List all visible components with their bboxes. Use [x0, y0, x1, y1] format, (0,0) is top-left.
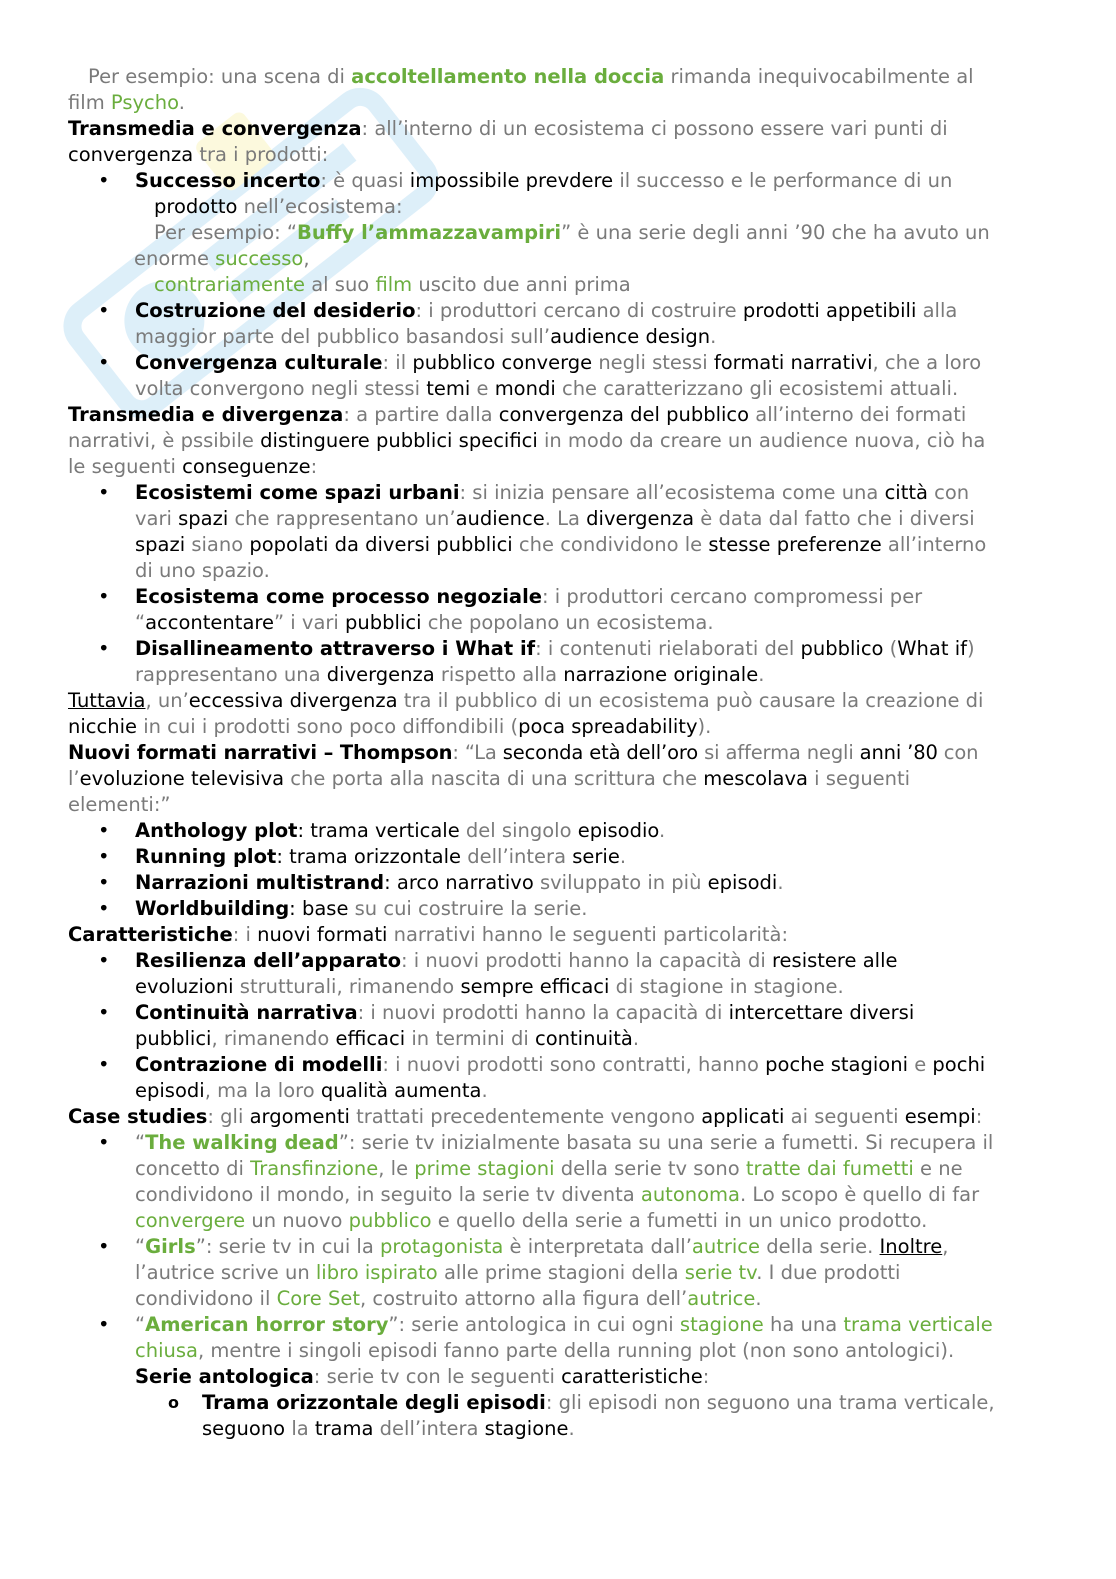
bullet-successo-incerto: • Successo incerto: è quasi impossibile prevdere il successo e le performance di un	[98, 169, 953, 192]
bullet-icon: •	[98, 1235, 110, 1258]
heading-caratteristiche: Caratteristiche: i nuovi formati narrativi hanno le seguenti particolarità:	[68, 923, 789, 946]
bullet-ecosistemi-cont: vari spazi che rappresentano un’audience. La divergenza è data dal fatto che i diversi	[135, 507, 975, 530]
paragraph-tuttavia-cont: nicchie in cui i prodotti sono poco diffondibili (poca spreadability).	[68, 715, 712, 738]
subbullet-trama-orizzontale: o Trama orizzontale degli episodi: gli episodi non seguono una trama verticale,	[168, 1391, 995, 1414]
bullet-convergenza-culturale-cont: volta convergono negli stessi temi e mondi che caratterizzano gli ecosistemi attuali.	[135, 377, 959, 400]
example-buffy-cont2: contrariamente al suo film uscito due anni prima	[154, 273, 631, 296]
bullet-icon: •	[98, 1001, 110, 1024]
bullet-contrazione-cont: episodi, ma la loro qualità aumenta.	[135, 1079, 488, 1102]
heading-transmedia-divergenza-cont: narrativi, è pssibile distinguere pubblici specifici in modo da creare un audience nuova, ciò ha	[68, 429, 986, 452]
bullet-ecosistemi-cont3: di uno spazio.	[135, 559, 270, 582]
bullet-continuita-narrativa: • Continuità narrativa: i nuovi prodotti hanno la capacità di intercettare diversi	[98, 1001, 915, 1024]
bullet-resilienza-apparato: • Resilienza dell’apparato: i nuovi prodotti hanno la capacità di resistere alle	[98, 949, 898, 972]
bullet-continuita-cont: pubblici, rimanendo efficaci in termini di continuità.	[135, 1027, 640, 1050]
heading-transmedia-divergenza-cont2: le seguenti conseguenze:	[68, 455, 318, 478]
bullet-icon: •	[98, 819, 110, 842]
bullet-worldbuilding: • Worldbuilding: base su cui costruire la serie.	[98, 897, 588, 920]
bullet-icon: •	[98, 949, 110, 972]
bullet-icon: •	[98, 897, 110, 920]
heading-nuovi-formati-cont: l’evoluzione televisiva che porta alla nascita di una scrittura che mescolava i seguenti	[68, 767, 911, 790]
bullet-icon: •	[98, 637, 110, 660]
heading-nuovi-formati-cont2: elementi:”	[68, 793, 171, 816]
heading-transmedia-divergenza: Transmedia e divergenza: a partire dalla convergenza del pubblico all’interno dei formati	[68, 403, 967, 426]
bullet-icon: •	[98, 845, 110, 868]
bullet-processo-negoziale-cont: “accontentare” i vari pubblici che popolano un ecosistema.	[135, 611, 714, 634]
paragraph-tuttavia: Tuttavia, un’eccessiva divergenza tra il pubblico di un ecosistema può causare la creazione di	[68, 689, 984, 712]
bullet-ecosistemi-cont2: spazi siano popolati da diversi pubblici che condividono le stesse preferenze all’interno	[135, 533, 987, 556]
bullet-girls-cont: l’autrice scrive un libro ispirato alle prime stagioni della serie tv. I due prodotti	[135, 1261, 901, 1284]
example-buffy: Per esempio: “Buffy l’ammazzavampiri” è una serie degli anni ’90 che ha avuto un	[154, 221, 990, 244]
document-body	[68, 64, 1053, 1442]
bullet-twd-cont2: condividono il mondo, in seguito la serie tv diventa autonoma. Lo scopo è quello di far	[135, 1183, 980, 1206]
bullet-ecosistemi-spazi-urbani: • Ecosistemi come spazi urbani: si inizia pensare all’ecosistema come una città con	[98, 481, 970, 504]
bullet-girls-cont2: condividono il Core Set, costruito attorno alla figura dell’autrice.	[135, 1287, 762, 1310]
bullet-running-plot: • Running plot: trama orizzontale dell’intera serie.	[98, 845, 627, 868]
heading-transmedia-convergenza-cont: convergenza tra i prodotti:	[68, 143, 329, 166]
bullet-icon: •	[98, 351, 110, 374]
subbullet-trama-orizzontale-cont: seguono la trama dell’intera stagione.	[202, 1417, 575, 1440]
bullet-processo-negoziale: • Ecosistema come processo negoziale: i produttori cercano compromessi per	[98, 585, 923, 608]
bullet-convergenza-culturale: • Convergenza culturale: il pubblico converge negli stessi formati narrativi, che a loro	[98, 351, 982, 374]
bullet-successo-incerto-cont: prodotto nell’ecosistema:	[154, 195, 403, 218]
bullet-narrazioni-multistrand: • Narrazioni multistrand: arco narrativo sviluppato in più episodi.	[98, 871, 784, 894]
bullet-costruzione-desiderio: • Costruzione del desiderio: i produttori cercano di costruire prodotti appetibili alla	[98, 299, 958, 322]
bullet-icon: •	[98, 871, 110, 894]
bullet-icon: •	[98, 1313, 110, 1336]
bullet-anthology-plot: • Anthology plot: trama verticale del singolo episodio.	[98, 819, 666, 842]
bullet-the-walking-dead: • “The walking dead”: serie tv inizialmente basata su una serie a fumetti. Si recupera il	[98, 1131, 994, 1154]
heading-transmedia-convergenza: Transmedia e convergenza: all’interno di un ecosistema ci possono essere vari punti di	[68, 117, 948, 140]
bullet-girls: • “Girls”: serie tv in cui la protagonista è interpretata dall’autrice della serie. Inoltre,	[98, 1235, 949, 1258]
heading-case-studies: Case studies: gli argomenti trattati precedentemente vengono applicati ai seguenti esempi:	[68, 1105, 983, 1128]
example-buffy-cont: enorme successo,	[134, 247, 310, 270]
heading-nuovi-formati: Nuovi formati narrativi – Thompson: “La seconda età dell’oro si afferma negli anni ’80 con	[68, 741, 979, 764]
bullet-icon: •	[98, 481, 110, 504]
bullet-icon: •	[98, 1053, 110, 1076]
bullet-twd-cont3: convergere un nuovo pubblico e quello della serie a fumetti in un unico prodotto.	[135, 1209, 928, 1232]
bullet-costruzione-desiderio-cont: maggior parte del pubblico basandosi sull’audience design.	[135, 325, 717, 348]
bullet-icon: •	[98, 169, 110, 192]
bullet-american-horror-story: • “American horror story”: serie antologica in cui ogni stagione ha una trama verticale	[98, 1313, 993, 1336]
bullet-twd-cont: concetto di Transfinzione, le prime stagioni della serie tv sono tratte dai fumetti e ne	[135, 1157, 963, 1180]
paragraph-psycho-example: Per esempio: una scena di accoltellamento nella doccia rimanda inequivocabilmente al	[88, 65, 974, 88]
bullet-disallineamento-cont: rappresentano una divergenza rispetto alla narrazione originale.	[135, 663, 765, 686]
bullet-icon: •	[98, 299, 110, 322]
bullet-disallineamento: • Disallineamento attraverso i What if: i contenuti rielaborati del pubblico (What if)	[98, 637, 975, 660]
definition-serie-antologica: Serie antologica: serie tv con le seguenti caratteristiche:	[135, 1365, 710, 1388]
bullet-icon: •	[98, 1131, 110, 1154]
bullet-contrazione-modelli: • Contrazione di modelli: i nuovi prodotti sono contratti, hanno poche stagioni e pochi	[98, 1053, 986, 1076]
bullet-resilienza-cont: evoluzioni strutturali, rimanendo sempre efficaci di stagione in stagione.	[135, 975, 844, 998]
paragraph-psycho-example-cont: film Psycho.	[68, 91, 185, 114]
sub-bullet-icon: o	[168, 1393, 179, 1412]
bullet-ahs-cont: chiusa, mentre i singoli episodi fanno parte della running plot (non sono antologici).	[135, 1339, 955, 1362]
bullet-icon: •	[98, 585, 110, 608]
